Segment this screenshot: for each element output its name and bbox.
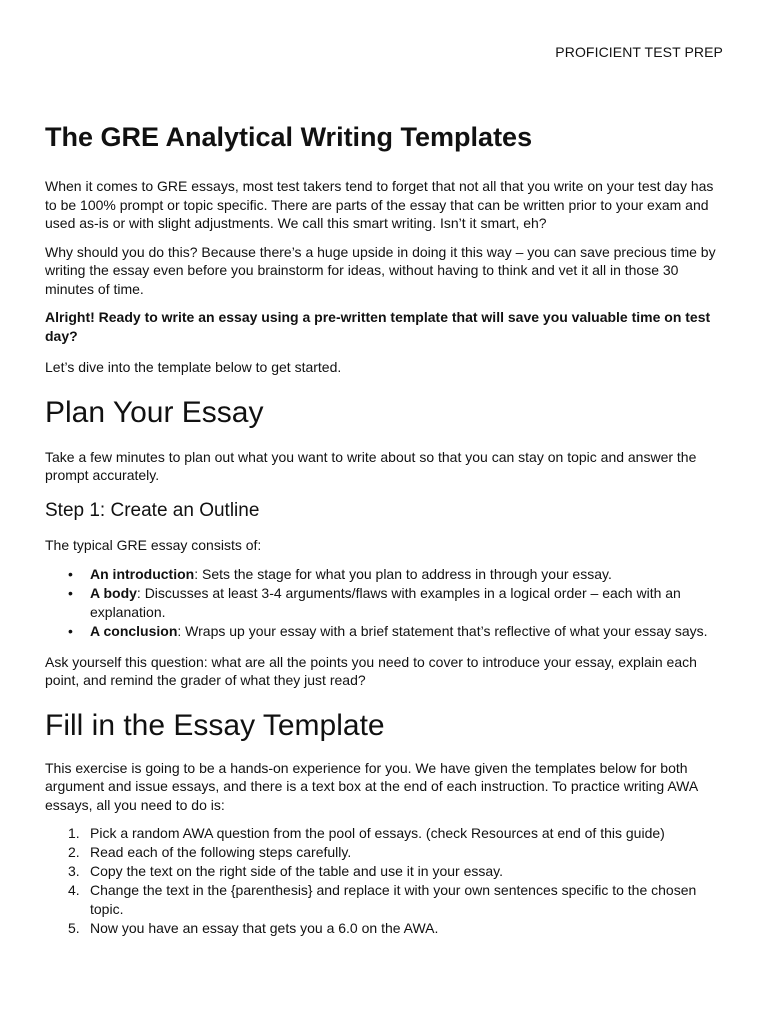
- plan-section-intro: Take a few minutes to plan out what you want to write about so that you can stay on topic and answer the prompt accurately.: [45, 448, 697, 484]
- step-text: Change the text in the {parenthesis} and replace it with your own sentences specific to the chosen topic.: [90, 882, 697, 918]
- header-brand: PROFICIENT TEST PREP: [555, 44, 723, 60]
- bullet-icon: •: [68, 622, 73, 639]
- step-heading: Step 1: Create an Outline: [45, 499, 260, 521]
- document-content: [45, 120, 725, 938]
- list-item-text: : Wraps up your essay with a brief statement that’s reflective of what your essay says.: [177, 622, 708, 639]
- list-item: [68, 622, 725, 641]
- intro-paragraph-4: Let’s dive into the template below to get started.: [45, 359, 342, 376]
- fill-section-intro: This exercise is going to be a hands-on experience for you. We have given the templates below for both argument and issue essays, and there is a text box at the end of each instruction. To practice writing AWA essays, all you need to do is:: [45, 759, 698, 813]
- fill-section-heading: Fill in the Essay Template: [45, 708, 385, 742]
- step-number: 5.: [68, 920, 80, 937]
- bullet-icon: •: [68, 584, 73, 601]
- list-item: [68, 881, 725, 919]
- bullet-icon: •: [68, 565, 73, 582]
- list-item-text: : Sets the stage for what you plan to address in through your essay.: [194, 565, 612, 582]
- document-title: The GRE Analytical Writing Templates: [45, 122, 533, 152]
- list-item: [68, 824, 725, 843]
- plan-section-heading: Plan Your Essay: [45, 395, 264, 429]
- step-number: 1.: [68, 825, 80, 842]
- step-text: Copy the text on the right side of the table and use it in your essay.: [90, 863, 503, 880]
- step-text: Read each of the following steps carefully.: [90, 844, 352, 861]
- step-text: Pick a random AWA question from the pool of essays. (check Resources at end of this guide): [90, 825, 665, 842]
- list-item-term: A body: [90, 584, 137, 601]
- intro-paragraph-bold: Alright! Ready to write an essay using a pre-written template that will save you valuable time on test day?: [45, 309, 711, 344]
- ask-yourself-paragraph: Ask yourself this question: what are all the points you need to cover to introduce your essay, explain each point, and remind the grader of what they just read?: [45, 653, 697, 689]
- list-item-term: An introduction: [90, 565, 195, 582]
- list-item: [68, 584, 725, 622]
- list-item: [68, 843, 725, 862]
- list-item-term: A conclusion: [90, 622, 178, 639]
- list-item-text: : Discusses at least 3-4 arguments/flaws with examples in a logical order – each with an explanation.: [90, 584, 681, 620]
- instruction-steps-list: [45, 824, 725, 938]
- essay-parts-list: [45, 565, 725, 641]
- list-item: [68, 919, 725, 938]
- step-number: 4.: [68, 882, 80, 899]
- list-item: [68, 565, 725, 584]
- typical-essay-text: The typical GRE essay consists of:: [45, 537, 262, 554]
- intro-paragraph-2: Why should you do this? Because there’s a huge upside in doing it this way – you can save precious time by writing the essay even before you brainstorm for ideas, without having to think and vet it all in those 30 minutes of time.: [45, 243, 716, 297]
- step-number: 3.: [68, 863, 80, 880]
- intro-paragraph-1: When it comes to GRE essays, most test takers tend to forget that not all that you write on your test day has to be 100% prompt or topic specific. There are parts of the essay that can be written prior to your exam and used as-is or with slight adjustments. We call this smart writing. Isn’t it smart, eh?: [45, 178, 714, 232]
- step-text: Now you have an essay that gets you a 6.0 on the AWA.: [90, 920, 439, 937]
- step-number: 2.: [68, 844, 80, 861]
- list-item: [68, 862, 725, 881]
